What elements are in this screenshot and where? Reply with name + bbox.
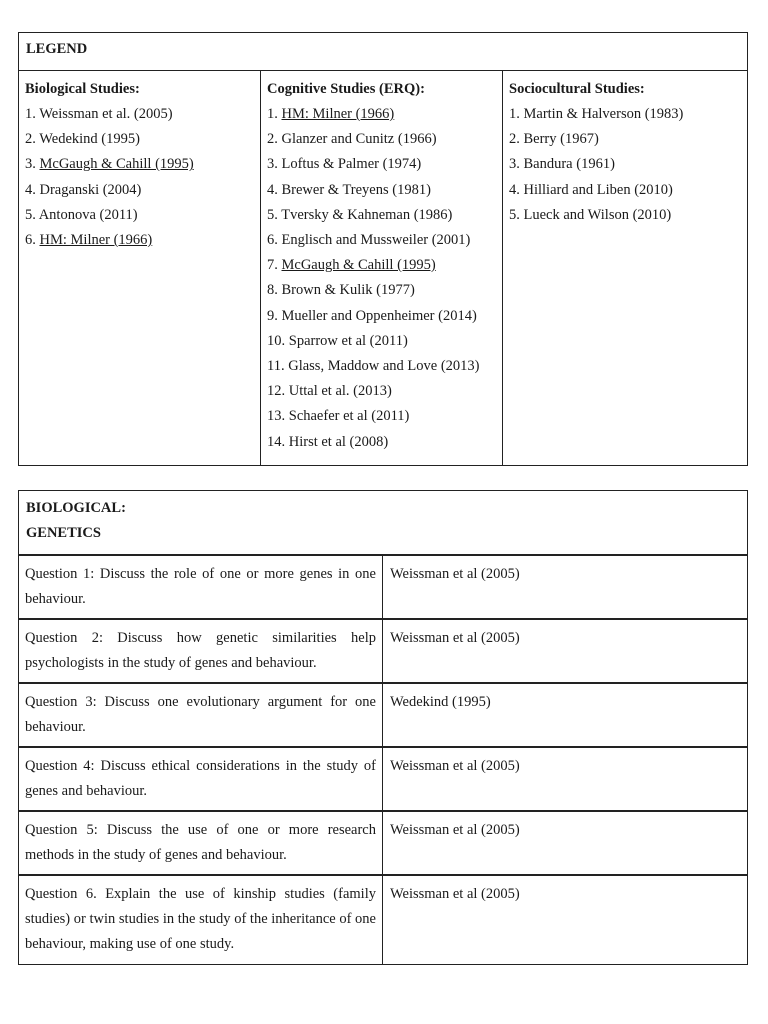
legend-item-study: HM: Milner (1966) [39,232,153,249]
question-cell: Question 4: Discuss ethical considerations in the study of genes and behaviour. [19,747,383,811]
legend-item [25,228,254,253]
legend-title: LEGEND [19,33,748,71]
question-cell: Question 1: Discuss the role of one or more genes in one behaviour. [19,555,383,619]
table-row [19,747,748,811]
legend-list [509,102,741,228]
legend-item-number: 1. [267,106,278,122]
question-cell: Question 5: Discuss the use of one or more research methods in the study of genes and behaviour. [19,811,383,875]
legend-item-study: HM: Milner (1966) [281,106,395,122]
legend-item-number: 2. [509,131,520,148]
question-cell: Question 6. Explain the use of kinship studies (family studies) or twin studies in the study of the inheritance of one behaviour, making use of one study. [19,875,383,965]
legend-item [267,178,496,203]
legend-column-heading: Sociocultural Studies: [509,81,645,97]
legend-item-number: 3. [267,156,278,173]
legend-item-number: 2. [25,131,36,148]
legend-item-number: 6. [267,232,278,249]
legend-item-number: 2. [267,131,278,148]
legend-item-number: 4. [509,181,520,198]
legend-item [25,127,254,152]
legend-item [25,178,254,203]
legend-item [509,152,741,177]
legend-item-number: 12. [267,383,286,400]
legend-item-study: Weissman et al. (2005) [39,106,173,122]
question-rows [19,555,748,965]
legend-item [267,329,496,354]
table-row [19,619,748,683]
legend-item [267,354,496,379]
legend-item-study: Schaefer et al (2011) [288,408,410,425]
legend-item-number: 7. [267,257,278,274]
legend-item [267,203,496,228]
legend-item-study: Loftus & Palmer (1974) [281,156,422,173]
legend-item-number: 8. [267,282,278,299]
legend-item [267,304,496,329]
table-row [19,811,748,875]
legend-item-study: Sparrow et al (2011) [288,332,408,349]
table-row [19,875,748,965]
section-heading [19,491,748,555]
legend-item-study: Hilliard and Liben (2010) [523,181,673,198]
legend-list [267,102,496,455]
legend-item [509,203,741,228]
legend-item-study: Berry (1967) [523,131,599,148]
legend-item-number: 1. [509,106,520,122]
legend-item-study: Antonova (2011) [38,206,138,223]
legend-item [267,102,496,127]
legend-item-study: Wedekind (1995) [39,131,140,148]
legend-item [267,127,496,152]
legend-item-study: Brown & Kulik (1977) [281,282,415,299]
legend-item [25,203,254,228]
legend-item-study: Englisch and Mussweiler (2001) [281,232,471,249]
legend-item-study: Mueller and Oppenheimer (2014) [281,307,477,324]
legend-list [25,102,254,253]
legend-item-number: 5. [267,206,278,223]
question-cell: Question 2: Discuss how genetic similarities help psychologists in the study of genes and behaviour. [19,619,383,683]
legend-item-number: 13. [267,408,286,425]
legend-item [267,278,496,303]
study-cell: Weissman et al (2005) [383,555,748,619]
legend-item-number: 5. [509,206,520,223]
question-cell: Question 3: Discuss one evolutionary argument for one behaviour. [19,683,383,747]
legend-item-study: Hirst et al (2008) [288,433,389,450]
section-heading-line1: BIOLOGICAL: [26,500,126,516]
legend-item-study: Uttal et al. (2013) [288,383,392,400]
legend-column-heading: Biological Studies: [25,81,140,97]
legend-item [267,228,496,253]
legend-item-number: 14. [267,433,286,450]
legend-table [18,32,748,466]
table-row [19,683,748,747]
legend-item-number: 4. [25,181,36,198]
legend-column-sociocultural [503,71,748,466]
legend-column-biological [19,71,261,466]
legend-item-study: Brewer & Treyens (1981) [281,181,431,198]
legend-item-number: 4. [267,181,278,198]
legend-item-study: McGaugh & Cahill (1995) [281,257,436,274]
legend-column-cognitive [261,71,503,466]
legend-item-number: 1. [25,106,36,122]
legend-item [509,102,741,127]
study-cell: Wedekind (1995) [383,683,748,747]
legend-item-study: Lueck and Wilson (2010) [523,206,672,223]
study-cell: Weissman et al (2005) [383,811,748,875]
legend-item-study: Glanzer and Cunitz (1966) [281,131,437,148]
legend-item-study: Bandura (1961) [523,156,615,173]
legend-item [267,253,496,278]
biological-genetics-table [18,490,748,965]
legend-item-study: Glass, Maddow and Love (2013) [288,358,480,375]
legend-item [25,152,254,177]
section-heading-line2: GENETICS [26,525,101,541]
legend-item [267,430,496,455]
legend-item-number: 6. [25,232,36,249]
legend-item-number: 3. [25,156,36,173]
legend-column-heading: Cognitive Studies (ERQ): [267,81,425,97]
legend-item-number: 3. [509,156,520,173]
legend-item [509,127,741,152]
legend-item-number: 5. [25,206,36,223]
legend-item [267,404,496,429]
legend-item [509,178,741,203]
legend-item-study: McGaugh & Cahill (1995) [39,156,194,173]
study-cell: Weissman et al (2005) [383,619,748,683]
study-cell: Weissman et al (2005) [383,875,748,965]
legend-item-number: 11. [267,358,285,375]
legend-item [267,379,496,404]
legend-item-number: 9. [267,307,278,324]
table-row [19,555,748,619]
legend-item-number: 10. [267,332,286,349]
study-cell: Weissman et al (2005) [383,747,748,811]
legend-item [25,102,254,127]
legend-item-study: Draganski (2004) [39,181,142,198]
legend-item-study: Martin & Halverson (1983) [523,106,684,122]
legend-item-study: Tversky & Kahneman (1986) [281,206,453,223]
legend-item [267,152,496,177]
